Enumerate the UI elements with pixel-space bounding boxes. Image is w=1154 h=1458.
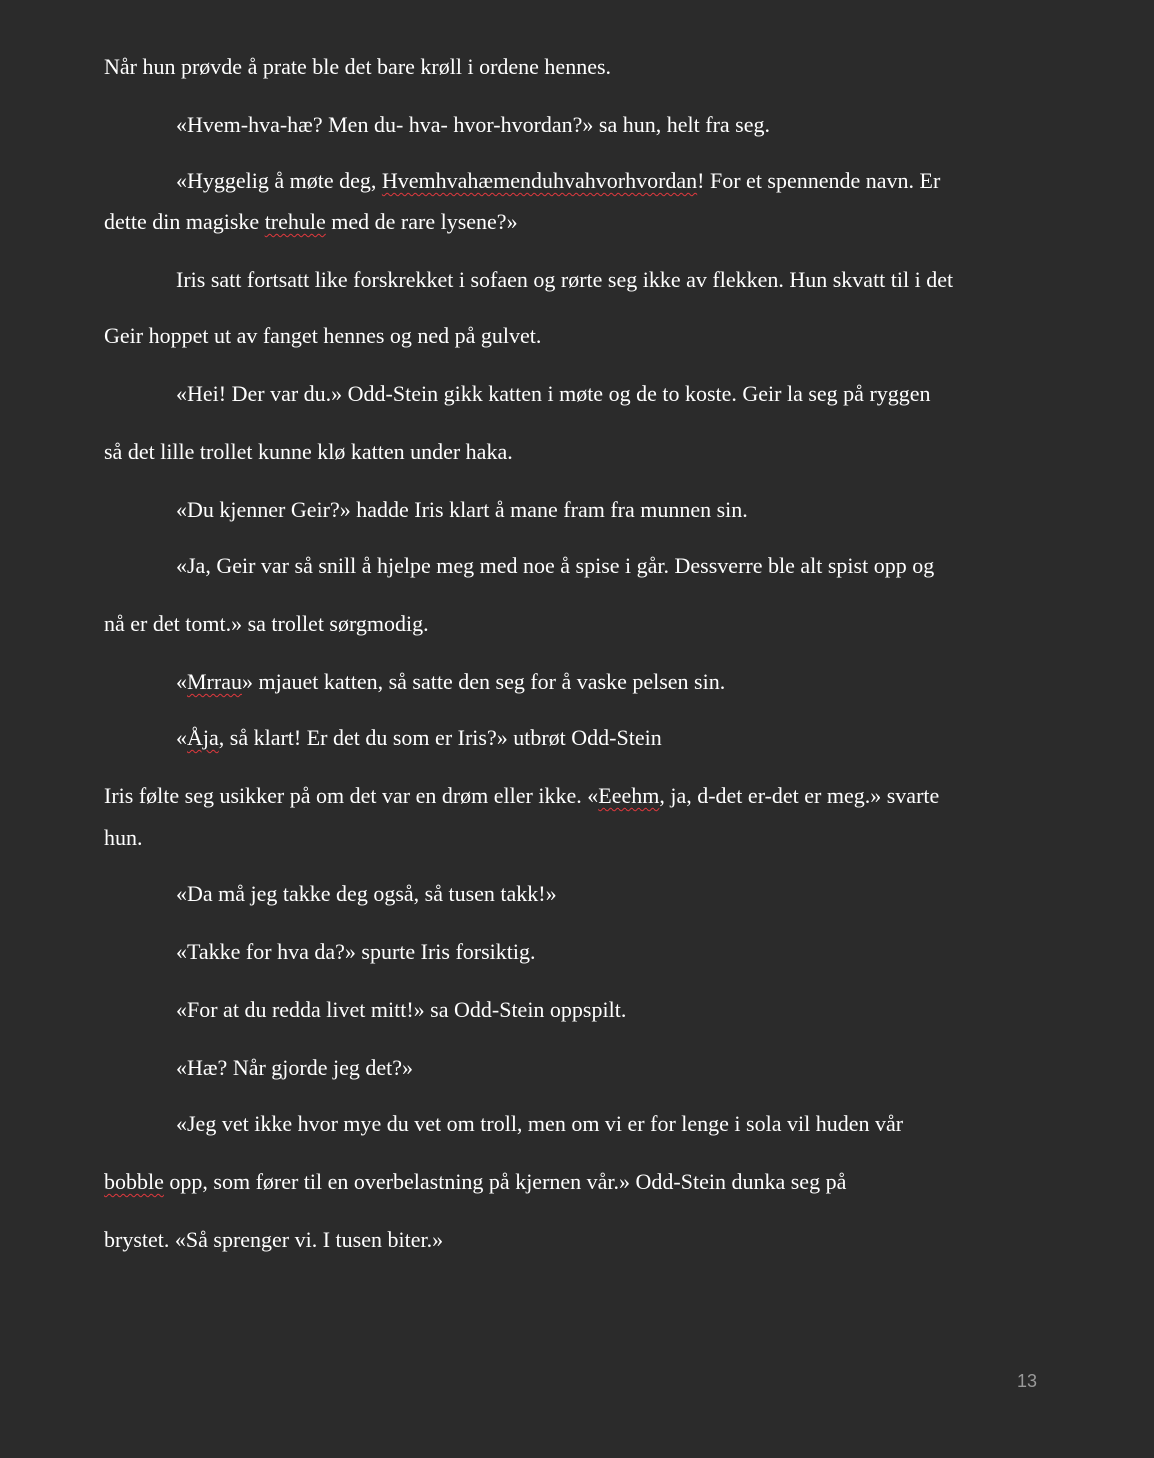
spellcheck-flagged-word: Hvemhvahæmenduhvahvorhvordan [381, 168, 698, 193]
text-line: brystet. «Så sprenger vi. I tusen biter.» [104, 1227, 444, 1252]
text-line [176, 724, 662, 752]
text-segment: ! For et spennende navn. Er [697, 168, 941, 193]
text-line: «Jeg vet ikke hvor mye du vet om troll, men om vi er for lenge i sola vil huden vår [176, 1111, 904, 1136]
page-number: 13 [1017, 1371, 1038, 1391]
text-segment: , ja, d-det er-det er meg.» svarte [659, 783, 940, 808]
text-segment: » mjauet katten, så satte den seg for å vaske pelsen sin. [241, 669, 726, 694]
text-line [104, 1168, 846, 1196]
text-line [176, 668, 725, 696]
text-segment: Iris følte seg usikker på om det var en drøm eller ikke. « [104, 783, 599, 808]
text-line: Iris satt fortsatt like forskrekket i sofaen og rørte seg ikke av flekken. Hun skvatt til i det [176, 267, 954, 292]
spellcheck-flagged-word: trehule [264, 209, 326, 234]
text-line [104, 208, 518, 236]
text-line: «Hei! Der var du.» Odd-Stein gikk katten i møte og de to koste. Geir la seg på ryggen [176, 381, 931, 406]
text-line: «Da må jeg takke deg også, så tusen takk!» [176, 881, 557, 906]
spellcheck-flagged-word: Åja [187, 725, 219, 750]
text-line: Når hun prøvde å prate ble det bare krøll i ordene hennes. [104, 54, 612, 79]
text-segment: « [176, 669, 187, 694]
text-line: nå er det tomt.» sa trollet sørgmodig. [104, 611, 429, 636]
text-line: «Ja, Geir var så snill å hjelpe meg med noe å spise i går. Dessverre ble alt spist opp og [176, 553, 935, 578]
text-line: «Hæ? Når gjorde jeg det?» [176, 1055, 414, 1080]
text-line: «Takke for hva da?» spurte Iris forsiktig. [176, 939, 536, 964]
text-segment: med de rare lysene?» [325, 209, 518, 234]
spellcheck-flagged-word: bobble [104, 1169, 164, 1194]
text-segment: «Hyggelig å møte deg, [176, 168, 382, 193]
text-segment: dette din magiske [104, 209, 265, 234]
text-line: så det lille trollet kunne klø katten under haka. [104, 439, 513, 464]
text-line: Geir hoppet ut av fanget hennes og ned på gulvet. [104, 323, 542, 348]
spellcheck-flagged-word: Mrrau [187, 669, 242, 694]
text-line [104, 782, 939, 810]
text-line: «For at du redda livet mitt!» sa Odd-Stein oppspilt. [176, 997, 627, 1022]
text-segment: , så klart! Er det du som er Iris?» utbrøt Odd-Stein [218, 725, 662, 750]
text-segment: opp, som fører til en overbelastning på kjernen vår.» Odd-Stein dunka seg på [163, 1169, 847, 1194]
text-line: «Du kjenner Geir?» hadde Iris klart å mane fram fra munnen sin. [176, 497, 748, 522]
spellcheck-flagged-word: Eeehm [598, 783, 660, 808]
text-line: «Hvem-hva-hæ? Men du- hva- hvor-hvordan?» sa hun, helt fra seg. [176, 112, 770, 137]
text-line: hun. [104, 825, 143, 850]
text-segment: « [176, 725, 187, 750]
text-line [176, 167, 940, 195]
